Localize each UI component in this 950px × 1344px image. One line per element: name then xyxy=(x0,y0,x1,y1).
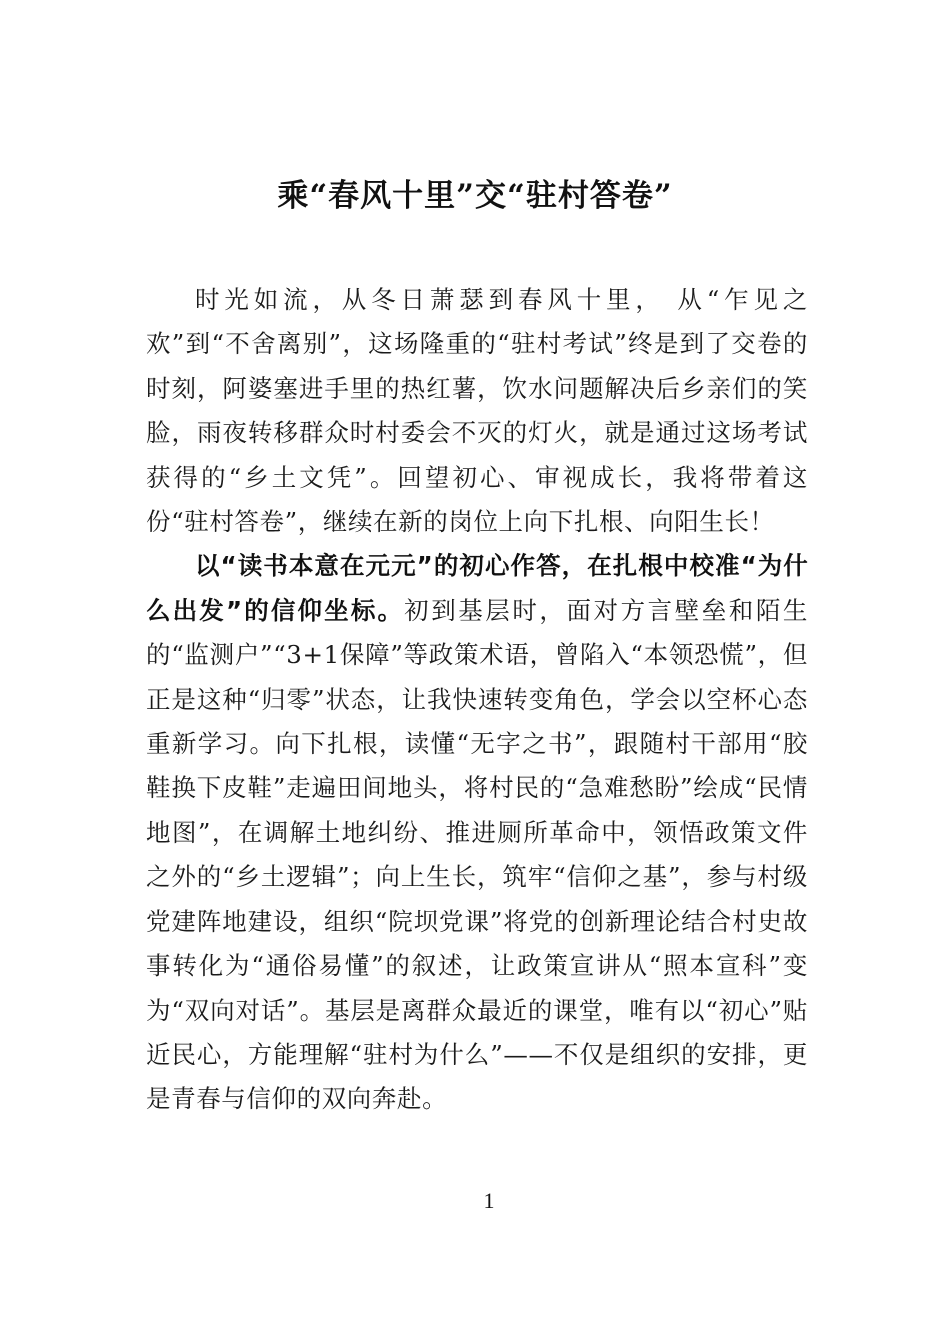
paragraph-section-one xyxy=(146,544,808,1121)
document-title: 乘“春风十里”交“驻村答卷” xyxy=(277,178,673,214)
document-body xyxy=(146,278,808,1122)
page-number: 1 xyxy=(483,1188,495,1213)
paragraph-intro-text: 时光如流，从冬日萧瑟到春风十里， 从“乍见之欢”到“不舍离别”，这场隆重的“驻村考试”终是到了交卷的时刻，阿婆塞进手里的热红薯，饮水问题解决后乡亲们的笑脸，雨夜转移群众时村委会不灭的灯火，就是通过这场考试获得的“乡土文凭”。回望初心、审视成长，我将带着这份“驻村答卷”，继续在新的岗位上向下扎根、向阳生长！ xyxy=(146,285,808,537)
paragraph-section-one-text: 初到基层时，面对方言壁垒和陌生的“监测户”“3+1保障”等政策术语，曾陷入“本领恐慌”，但正是这种“归零”状态，让我快速转变角色，学会以空杯心态重新学习。向下扎根，读懂“无字之书”，跟随村干部用“胶鞋换下皮鞋”走遍田间地头，将村民的“急难愁盼”绘成“民情地图”，在调解土地纠纷、推进厕所革命中，领悟政策文件之外的“乡土逻辑”；向上生长，筑牢“信仰之基”，参与村级党建阵地建设，组织“院坝党课”将党的创新理论结合村史故事转化为“通俗易懂”的叙述，让政策宣讲从“照本宣科”变为“双向对话”。基层是离群众最近的课堂，唯有以“初心”贴近民心，方能理解“驻村为什么”——不仅是组织的安排，更是青春与信仰的双向奔赴。 xyxy=(146,595,808,1114)
section-heading-lead: 以“读书本意在元元”的初心作答，在扎根中校准“为什么出发”的信仰坐标。 xyxy=(146,551,808,625)
paragraph-intro xyxy=(146,278,808,544)
